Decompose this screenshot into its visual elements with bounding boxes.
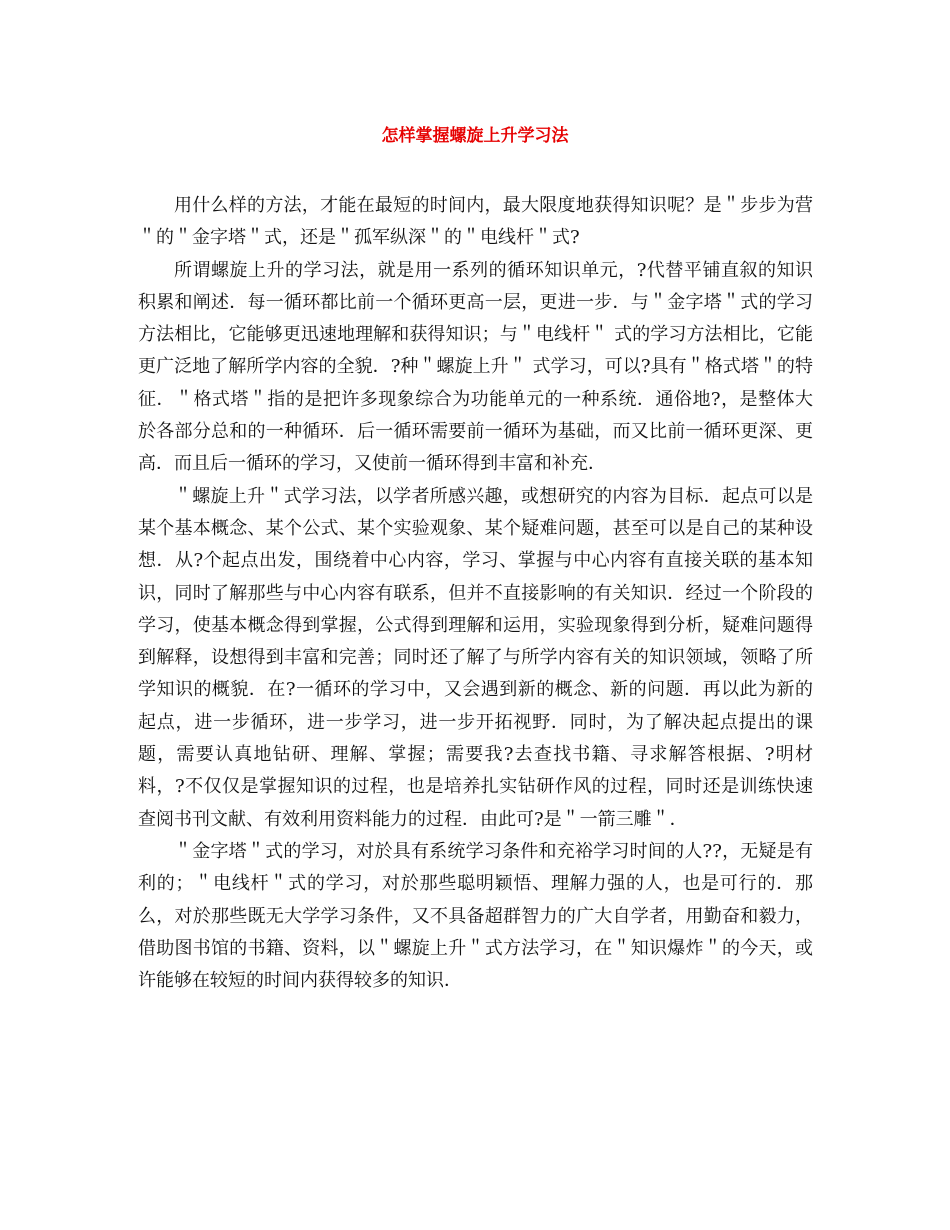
paragraph-2: 所谓螺旋上升的学习法，就是用一系列的循环知识单元，?代替平铺直叙的知识积累和阐述．每一循环都比前一个循环更高一层，更进一步．与＂金字塔＂式的学习方法相比，它能够更迅速地理解和获得知识；与＂电线杆＂ 式的学习方法相比，它能更广泛地了解所学内容的全貌．?种＂螺旋上升＂ 式学习，可以?具有＂格式塔＂的特征．＂格式塔＂指的是把许多现象综合为功能单元的一种系统．通俗地?，是整体大於各部分总和的一种循环．后一循环需要前一循环为基础，而又比前一循环更深、更高．而且后一循环的学习，又使前一循环得到丰富和补充．	[138, 259, 813, 475]
document-body	[138, 190, 813, 997]
document-title: 怎样掌握螺旋上升学习法	[381, 126, 569, 146]
paragraph-1: 用什么样的方法，才能在最短的时间内，最大限度地获得知识呢？是＂步步为营＂的＂金字塔＂式，还是＂孤军纵深＂的＂电线杆＂式?	[138, 195, 813, 249]
paragraph-4: ＂金字塔＂式的学习，对於具有系统学习条件和充裕学习时间的人??，无疑是有利的；＂电线杆＂式的学习，对於那些聪明颖悟、理解力强的人，也是可行的．那么，对於那些既无大学学习条件，又不具备超群智力的广大自学者，用勤奋和毅力，借助图书馆的书籍、资料，以＂螺旋上升＂式方法学习，在＂知识爆炸＂的今天，或许能够在较短的时间内获得较多的知识．	[138, 840, 813, 992]
paragraph-3: ＂螺旋上升＂式学习法，以学者所感兴趣，或想研究的内容为目标．起点可以是某个基本概念、某个公式、某个实验观象、某个疑难问题，甚至可以是自己的某种设想．从?个起点出发，围绕着中心内容，学习、掌握与中心内容有直接关联的基本知识，同时了解那些与中心内容有联系，但并不直接影响的有关知识．经过一个阶段的学习，使基本概念得到掌握，公式得到理解和运用，实验现象得到分析，疑难问题得到解释，设想得到丰富和完善；同时还了解了与所学内容有关的知识领域，领略了所学知识的概貌．在?一循环的学习中，又会遇到新的概念、新的问题．再以此为新的起点，进一步循环，进一步学习，进一步开拓视野．同时，为了解决起点提出的课题，需要认真地钻研、理解、掌握；需要我?去查找书籍、寻求解答根据、?明材料，?不仅仅是掌握知识的过程，也是培养扎实钻研作风的过程，同时还是训练快速查阅书刊文献、有效利用资料能力的过程．由此可?是＂一箭三雕＂．	[138, 485, 813, 830]
